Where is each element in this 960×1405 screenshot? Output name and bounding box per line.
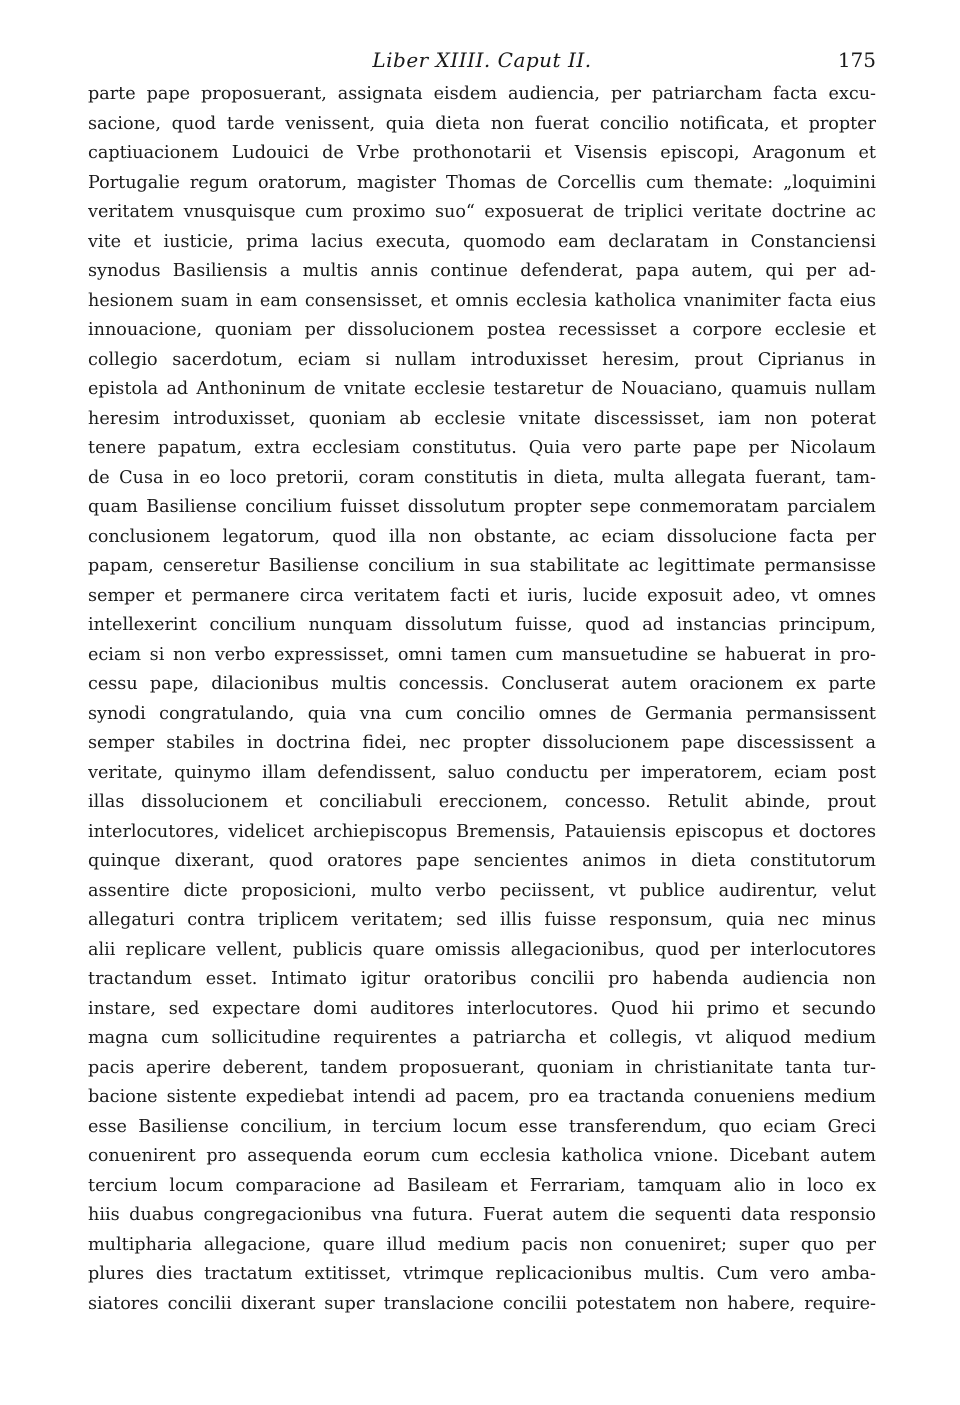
text-line: tractandum esset. Intimato igitur oratoribus concilii pro habenda audiencia non <box>88 969 876 989</box>
text-line: alii replicare vellent, publicis quare omissis allegacionibus, quod per interlocutores <box>88 939 876 960</box>
text-line: plures dies tractatum extitisset, vtrimque replicacionibus multis. Cum vero amba- <box>88 1264 876 1284</box>
page-number: 175 <box>837 48 876 72</box>
text-line: papam, censeretur Basiliense concilium in sua stabilitate ac legittimate permansisse <box>88 556 876 576</box>
text-line: synodi congratulando, quia vna cum concilio omnes de Germania permansissent <box>88 703 876 724</box>
text-line: hesionem suam in eam consensisset, et omnis ecclesia katholica vnanimiter facta eius <box>88 290 876 311</box>
text-line: cessu pape, dilacionibus multis concessis. Concluserat autem oracionem ex parte <box>88 674 876 694</box>
running-title: Liber XIIII. Caput II. <box>372 48 592 72</box>
text-line: innouacione, quoniam per dissolucionem postea recessisset a corpore ecclesie et <box>88 320 876 340</box>
text-line: sacione, quod tarde venissent, quia dieta non fuerat concilio notificata, et propter <box>88 113 876 134</box>
text-line: interlocutores, videlicet archiepiscopus Bremensis, Patauiensis episcopus et doctores <box>88 821 876 842</box>
text-line: semper et permanere circa veritatem facti et iuris, lucide exposuit adeo, vt omnes <box>88 585 876 606</box>
page-header <box>88 42 876 78</box>
text-line: multipharia allegacione, quare illud medium pacis non conueniret; super quo per <box>88 1234 876 1255</box>
text-line: siatores concilii dixerant super translacione concilii potestatem non habere, require- <box>88 1293 876 1314</box>
text-line: quam Basiliense concilium fuisset dissolutum propter sepe conmemoratam parcialem <box>88 497 876 517</box>
text-line: conuenirent pro assequenda eorum cum ecclesia katholica vnione. Dicebant autem <box>88 1146 876 1166</box>
text-line: parte pape proposuerant, assignata eisdem audiencia, per patriarcham facta excu- <box>88 84 876 104</box>
text-line: captiuacionem Ludouici de Vrbe prothonotarii et Visensis episcopi, Aragonum et <box>88 143 876 163</box>
text-line: de Cusa in eo loco pretorii, coram constitutis in dieta, multa allegata fuerant, tam- <box>88 467 876 488</box>
text-line: bacione sistente expediebat intendi ad pacem, pro ea tractanda conueniens medium <box>88 1087 876 1107</box>
text-line: tenere papatum, extra ecclesiam constitutus. Quia vero parte pape per Nicolaum <box>88 438 876 458</box>
text-line: veritatem vnusquisque cum proximo suo“ exposuerat de triplici veritate doctrine ac <box>88 202 876 222</box>
text-line: Portugalie regum oratorum, magister Thomas de Corcellis cum themate: „loquimini <box>88 172 876 193</box>
text-line: epistola ad Anthoninum de vnitate ecclesie testaretur de Nouaciano, quamuis nullam <box>88 379 876 399</box>
text-line: eciam si non verbo expressisset, omni tamen cum mansuetudine se habuerat in pro- <box>88 644 876 665</box>
book-page <box>88 42 876 1319</box>
text-line: veritate, quinymo illam defendissent, saluo conductu per imperatorem, eciam post <box>88 762 876 783</box>
text-line: conclusionem legatorum, quod illa non obstante, ac eciam dissolucione facta per <box>88 526 876 547</box>
text-line: hiis duabus congregacionibus vna futura. Fuerat autem die sequenti data responsio <box>88 1205 876 1225</box>
text-line: allegaturi contra triplicem veritatem; sed illis fuisse responsum, quia nec minus <box>88 910 876 930</box>
text-line: esse Basiliense concilium, in tercium locum esse transferendum, quo eciam Greci <box>88 1116 876 1137</box>
text-line: synodus Basiliensis a multis annis continue defenderat, papa autem, qui per ad- <box>88 261 876 281</box>
text-line: illas dissolucionem et conciliabuli ereccionem, concesso. Retulit abinde, prout <box>88 792 876 812</box>
text-line: assentire dicte proposicioni, multo verbo peciissent, vt publice audirentur, velut <box>88 880 876 901</box>
text-line: magna cum sollicitudine requirentes a patriarcha et collegis, vt aliquod medium <box>88 1028 876 1048</box>
text-line: quinque dixerant, quod oratores pape sencientes animos in dieta constitutorum <box>88 851 876 871</box>
body-text <box>88 80 876 1319</box>
text-line: pacis aperire deberent, tandem proposuerant, quoniam in christianitate tanta tur- <box>88 1057 876 1078</box>
text-line: tercium locum comparacione ad Basileam et Ferrariam, tamquam alio in loco ex <box>88 1175 876 1196</box>
text-line: intellexerint concilium nunquam dissolutum fuisse, quod ad instancias principum, <box>88 615 876 635</box>
text-line: semper stabiles in doctrina fidei, nec propter dissolucionem pape discessissent a <box>88 733 876 753</box>
text-line: instare, sed expectare domi auditores interlocutores. Quod hii primo et secundo <box>88 998 876 1019</box>
text-line: collegio sacerdotum, eciam si nullam introduxisset heresim, prout Ciprianus in <box>88 349 876 370</box>
text-line: vite et iusticie, prima lacius executa, quomodo eam declaratam in Constanciensi <box>88 231 876 252</box>
text-line: heresim introduxisset, quoniam ab ecclesie vnitate discessisset, iam non poterat <box>88 408 876 429</box>
